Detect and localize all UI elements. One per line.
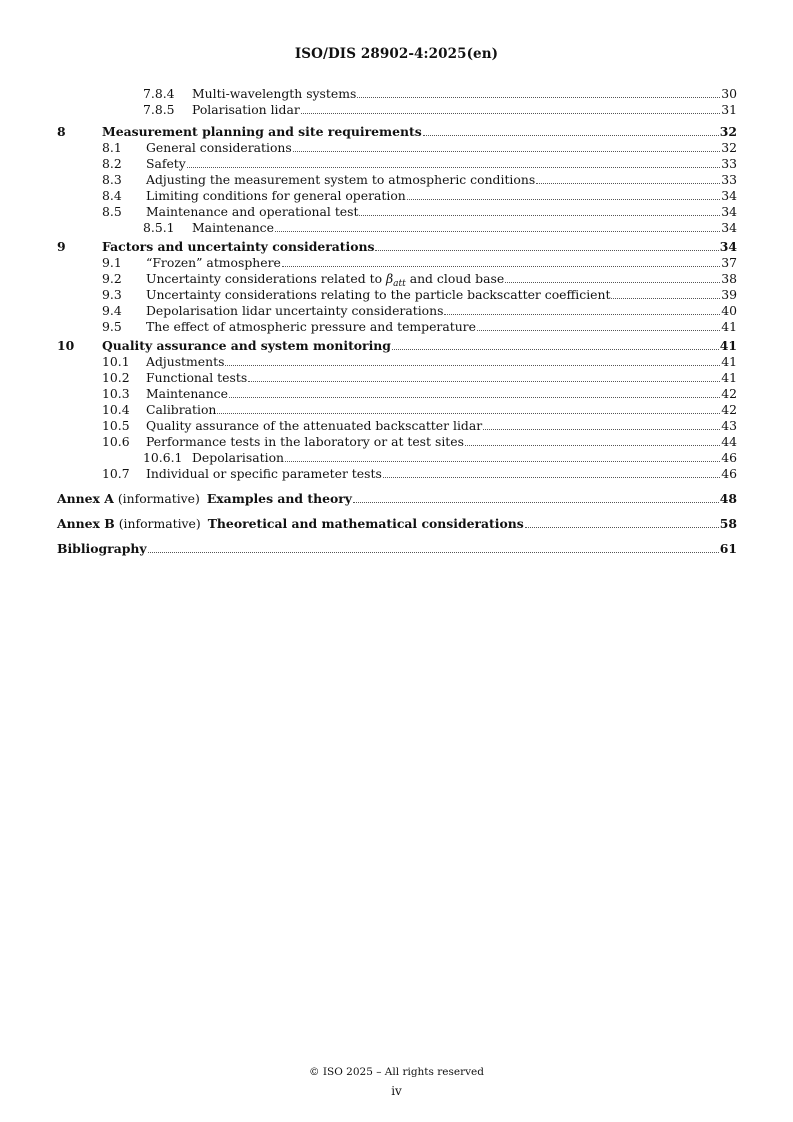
toc-number: 9.3	[102, 287, 122, 302]
toc-page: 42	[721, 402, 737, 417]
toc-page: 42	[721, 386, 737, 401]
toc-entry-annex-b[interactable]	[57, 515, 737, 532]
toc-number: 10.4	[102, 402, 130, 417]
toc-title: Polarisation lidar	[192, 102, 300, 117]
toc-page: 34	[719, 239, 737, 254]
toc-number: 10.2	[102, 370, 130, 385]
toc-number: 10.1	[102, 354, 130, 369]
toc-entry-9[interactable]	[57, 239, 737, 255]
toc-number: 9.1	[102, 255, 122, 270]
toc-number: 10.6.1	[143, 450, 183, 465]
toc-title: Multi-wavelength systems	[192, 86, 357, 101]
toc-number: 9	[57, 239, 66, 254]
toc-number: 8.5.1	[143, 220, 175, 235]
toc-page: 34	[721, 204, 737, 219]
dot-leader	[148, 552, 719, 553]
dot-leader	[407, 199, 720, 200]
toc-number: 10.3	[102, 386, 130, 401]
beta-subscript: att	[393, 279, 406, 289]
dot-leader	[423, 135, 719, 136]
dot-leader	[217, 413, 720, 414]
dot-leader	[383, 477, 720, 478]
toc-entry-annex-a[interactable]	[57, 490, 737, 507]
dot-leader	[536, 183, 720, 184]
toc-title-end: and cloud base	[405, 271, 505, 286]
toc-number: 9.4	[102, 303, 122, 318]
toc-page: 48	[719, 491, 737, 506]
toc-title: Theoretical and mathematical considerations	[207, 516, 524, 531]
toc-title: The effect of atmospheric pressure and temperature	[146, 319, 476, 334]
toc-title: General considerations	[146, 140, 292, 155]
dot-leader	[301, 113, 720, 114]
dot-leader	[392, 349, 719, 350]
toc-page: 41	[721, 354, 737, 369]
toc-entry-8[interactable]	[57, 124, 737, 140]
toc-title: Bibliography	[57, 541, 147, 556]
toc-number: 8.4	[102, 188, 122, 203]
toc-number: 10.6	[102, 434, 130, 449]
toc-page: 43	[721, 418, 737, 433]
toc-entry-8-4[interactable]	[57, 188, 737, 204]
table-of-contents	[57, 86, 737, 557]
toc-title: Factors and uncertainty considerations	[102, 239, 375, 254]
toc-entry-8-2[interactable]	[57, 156, 737, 172]
toc-page: 46	[721, 450, 737, 465]
toc-title: Adjusting the measurement system to atmospheric conditions	[146, 172, 536, 187]
toc-entry-8-3[interactable]	[57, 172, 737, 188]
toc-entry-10[interactable]	[57, 338, 737, 354]
toc-title: Performance tests in the laboratory or at test sites	[146, 434, 464, 449]
toc-title: Examples and theory	[206, 491, 352, 506]
dot-leader	[282, 266, 720, 267]
toc-page: 38	[721, 271, 737, 286]
toc-title: Individual or specific parameter tests	[146, 466, 382, 481]
annex-informative: (informative)	[117, 491, 200, 506]
dot-leader	[483, 429, 720, 430]
toc-title: Depolarisation	[192, 450, 285, 465]
toc-entry-7-8-4[interactable]	[57, 86, 737, 102]
dot-leader	[229, 397, 720, 398]
toc-entry-9-5[interactable]	[57, 319, 737, 335]
dot-leader	[275, 231, 720, 232]
toc-title: Quality assurance of the attenuated backscatter lidar	[146, 418, 483, 433]
dot-leader	[225, 365, 720, 366]
dot-leader	[444, 314, 720, 315]
toc-page: 39	[721, 287, 737, 302]
toc-entry-10-6[interactable]	[57, 434, 737, 450]
dot-leader	[359, 215, 720, 216]
toc-entry-9-1[interactable]	[57, 255, 737, 271]
page-number: iv	[391, 1084, 402, 1098]
beta-symbol: β	[385, 271, 394, 286]
toc-page: 44	[721, 434, 737, 449]
dot-leader	[611, 298, 720, 299]
annex-label: Annex A	[57, 491, 114, 506]
toc-number: 10.7	[102, 466, 130, 481]
toc-entry-9-4[interactable]	[57, 303, 737, 319]
toc-number: 7.8.5	[143, 102, 175, 117]
toc-page: 34	[721, 188, 737, 203]
toc-number: 10.5	[102, 418, 130, 433]
dot-leader	[357, 97, 720, 98]
toc-number: 8	[57, 124, 66, 139]
toc-page: 37	[721, 255, 737, 270]
toc-number: 8.3	[102, 172, 122, 187]
toc-number: 10	[57, 338, 75, 353]
dot-leader	[375, 250, 718, 251]
toc-number: 8.1	[102, 140, 122, 155]
document-header: ISO/DIS 28902-4:2025(en)	[294, 46, 499, 62]
toc-title: Maintenance	[146, 386, 228, 401]
toc-title: Quality assurance and system monitoring	[102, 338, 391, 353]
toc-entry-10-4[interactable]	[57, 402, 737, 418]
toc-title: Limiting conditions for general operation	[146, 188, 406, 203]
dot-leader	[477, 330, 720, 331]
toc-entry-10-2[interactable]	[57, 370, 737, 386]
toc-entry-10-3[interactable]	[57, 386, 737, 402]
toc-number: 8.5	[102, 204, 122, 219]
annex-informative: (informative)	[118, 516, 201, 531]
toc-page: 41	[719, 338, 737, 353]
toc-entry-8-5-1[interactable]	[57, 220, 737, 236]
toc-page: 61	[719, 541, 737, 556]
dot-leader	[525, 527, 719, 528]
toc-page: 41	[721, 370, 737, 385]
toc-page: 33	[721, 172, 737, 187]
toc-title: “Frozen” atmosphere	[146, 255, 281, 270]
toc-entry-8-1[interactable]	[57, 140, 737, 156]
annex-label: Annex B	[57, 516, 115, 531]
toc-entry-7-8-5[interactable]	[57, 102, 737, 118]
toc-page: 30	[721, 86, 737, 101]
toc-page: 58	[719, 516, 737, 531]
toc-number: 7.8.4	[143, 86, 175, 101]
dot-leader	[353, 502, 719, 503]
toc-page: 32	[719, 124, 737, 139]
toc-page: 31	[721, 102, 737, 117]
toc-entry-8-5[interactable]	[57, 204, 737, 220]
toc-page: 46	[721, 466, 737, 481]
toc-entry-10-5[interactable]	[57, 418, 737, 434]
toc-title: Depolarisation lidar uncertainty considerations	[146, 303, 444, 318]
toc-page: 33	[721, 156, 737, 171]
toc-page: 41	[721, 319, 737, 334]
dot-leader	[505, 282, 720, 283]
toc-entry-9-2[interactable]	[57, 271, 737, 287]
toc-number: 9.2	[102, 271, 122, 286]
toc-title: Uncertainty considerations relating to the particle backscatter coefficient	[146, 287, 611, 302]
toc-entry-10-7[interactable]	[57, 466, 737, 482]
toc-page: 32	[721, 140, 737, 155]
toc-entry-bibliography[interactable]	[57, 540, 737, 557]
dot-leader	[187, 167, 720, 168]
toc-title: Functional tests	[146, 370, 248, 385]
toc-title-start: Uncertainty considerations related to	[146, 271, 386, 286]
toc-title: Safety	[146, 156, 186, 171]
toc-title: Adjustments	[146, 354, 225, 369]
toc-number: 9.5	[102, 319, 122, 334]
toc-entry-10-6-1[interactable]	[57, 450, 737, 466]
toc-entry-10-1[interactable]	[57, 354, 737, 370]
toc-title: Measurement planning and site requirements	[102, 124, 422, 139]
toc-page: 40	[721, 303, 737, 318]
toc-title: Maintenance	[192, 220, 274, 235]
dot-leader	[248, 381, 720, 382]
toc-entry-9-3[interactable]	[57, 287, 737, 303]
toc-page: 34	[721, 220, 737, 235]
toc-title: Calibration	[146, 402, 217, 417]
copyright-notice: © ISO 2025 – All rights reserved	[309, 1066, 484, 1078]
dot-leader	[293, 151, 720, 152]
dot-leader	[285, 461, 720, 462]
toc-number: 8.2	[102, 156, 122, 171]
dot-leader	[465, 445, 720, 446]
toc-title: Maintenance and operational test	[146, 204, 359, 219]
